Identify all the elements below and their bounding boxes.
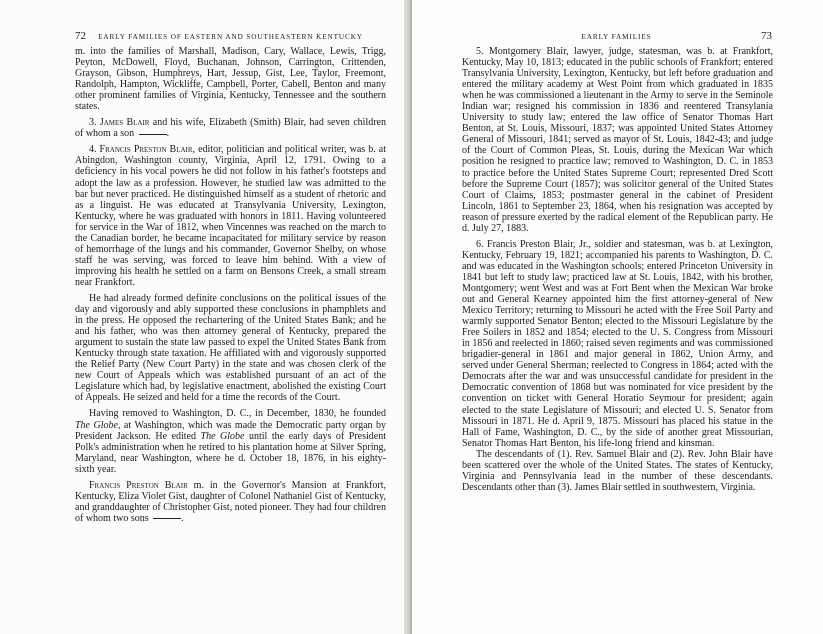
paragraph: 4. Francis Preston Blair, editor, politician and political writer, was b. at Abingdon, Washington county, Virginia, April 12, 1791. Owing to a deficiency in his vocal powers he did not follow in his father's footsteps and adopt the law as a profession. However, he studied law was admitted to the bar but never practiced. He distinguished himself as a student of rhetoric and as a linguist. He was educated at Transylvania University, Lexington, Kentucky, where he was graduated with honors in 1811. Having volunteered for service in the War of 1812, when Vincennes was reached on the march to the Canadian border, he became incapacitated for military service by reason of hemorrhage of the lungs and his commander, Governor Shelby, on whose staff he was serving, was forced to leave him behind. With a view of improving his health he settled on a farm on Bensons Creek, a small stream near Frankfort. [75,144,386,288]
person-name: Francis Preston Blair [99,144,193,156]
paragraph: He had already formed definite conclusions on the political issues of the day and vigorously and ably supported these conclusions in phamphlets and in the press. He opposed the rechartering of the United States Bank; and he and his father, who was then attorney general of Kentucky, prepared the argument to sustain the state law passed to expel the United States Bank from Kentucky through state taxation. He affiliated with and vigorously supported the Relief Party (New Court Party) in the state and was chosen clerk of the new Court of Appeals which was established pursuant of an act of the Legislature which had, by legislative enactment, abolished the existing Court of Appeals. He seized and held for a time the records of the Court. [75,292,386,404]
dash-rule [153,518,181,519]
publication-title: The Globe [75,419,118,431]
publication-title: The Globe [200,430,245,442]
person-name: James Blair [99,117,150,129]
running-head: EARLY FAMILIES OF EASTERN AND SOUTHEASTERN KENTUCKY [98,33,363,41]
left-page [0,0,410,634]
paragraph: 3. James Blair and his wife, Elizabeth (Smith) Blair, had seven children of whom a son . [75,117,387,140]
left-page-header [75,30,385,42]
paragraph: Francis Preston Blair m. in the Governor's Mansion at Frankfort, Kentucky, Eliza Violet Gist, daughter of Colonel Nathaniel Gist of Kentucky, and granddaughter of Christopher Gist, noted pioneer. They had four children of whom two sons . [75,479,386,524]
right-page-body [462,46,773,493]
right-page-header [462,30,772,42]
left-page-body [75,46,386,524]
right-page [412,0,823,634]
person-name: Francis Preston Blair [89,479,188,491]
dash-rule [139,134,167,135]
paragraph: 5. Montgomery Blair, lawyer, judge, statesman, was b. at Frankfort, Kentucky, May 10, 1813; educated in the public schools of Frankfort; entered Transylvania University, Lexington, Kentucky, but left before graduation and entered the military academy at West Point from which graduated in 1835 when he was commissioned a lieutenant in the Army to serve in the Seminole Indian war; resigned his commission in 1836 and reentered Transylania University to study law; entered the law office of Senator Thomas Hart Benton, at St. Louis, Missouri, 1837; was appointed United States Attorney General of Missouri, 1841; served as mayor of St. Louis, 1842-43; and judge of the Court of Common Pleas, St. Louis, during the Mexican War which position he resigned to practice law; removed to Washington, D. C. in 1853 to practice before the United States Supreme Court; represented Dred Scott before the Supreme Court (1857); was solicitor general of the United States Court of Claims, 1853; postmaster general in the cabinet of President Lincoln, 1861 to September 23, 1864, when his resignation was accepted by reason of pressure exerted by the radical element of the Republican party. He d. July 27, 1883. [462,46,773,234]
paragraph: 6. Francis Preston Blair, Jr., soldier and statesman, was b. at Lexington, Kentucky, February 19, 1821; accompanied his parents to Washington, D. C. and was educated in the Washington schools; entered Princeton University in 1841 but left to study law; practiced law at St. Louis, 1842, with his brother, Montgomery; went West and was at Fort Bent when the Mexican War broke out and General Kearney appointed him the first attorney-general of New Mexico Territory; returning to Missouri he acted with the Free Soil Party and warmly supported Senator Benton; elected to the Missouri Legislature by the Free Soilers in 1852 and 1854; elected to the U. S. Congress from Missouri in 1856 and reelected in 1860; raised seven regiments and was commissioned brigadier-general in 1861 and major general in 1862, Union Army, and served under General Sherman; reelected to Congress in 1864; acted with the Democrats after the war and was unsuccessful candidate for president in the Democratic convention of 1868 but was nominated for vice president by the convention on ticket with General Horatio Seymour for president; again elected to the state Legislature of Missouri; and elected U. S. Senator from Missouri in 1871. He d. April 9, 1875. Missouri has placed his statue in the Hall of Fame, Washington, D. C., by the side of another great Missourian, Senator Thomas Hart Benton, his life-long friend and kinsman. [462,238,773,449]
page-number: 73 [760,30,772,42]
paragraph: The descendants of (1). Rev. Samuel Blair and (2). Rev. John Blair have been scattered over the whole of the United States. The states of Kentucky, Virginia and Pennsylvania lead in the number of these descendants. Descendants other than (3). James Blair settled in southwestern, Virginia. [462,448,773,493]
page-number: 72 [75,30,86,42]
paragraph: Having removed to Washington, D. C., in December, 1830, he founded The Globe, at Washington, which was made the Democratic party organ by President Jackson. He edited The Globe until the early days of President Polk's administration when he retired to his plantation home at Silver Spring, Maryland, near Washington, where he d. October 18, 1876, in his eighty-sixth year. [75,408,386,475]
paragraph: m. into the families of Marshall, Madison, Cary, Wallace, Lewis, Trigg, Peyton, McDowell, Floyd, Buchanan, Johnson, Carrington, Crittenden, Grayson, Gibson, Humphreys, Hart, Jessup, Gist, Lee, Taylor, Freemont, Randolph, Hampton, Wickliffe, Campbell, Porter, Cabell, Benton and many other prominent families of Virginia, Kentucky, Tennessee and the southern states. [75,46,386,113]
running-head: EARLY FAMILIES [581,33,652,41]
